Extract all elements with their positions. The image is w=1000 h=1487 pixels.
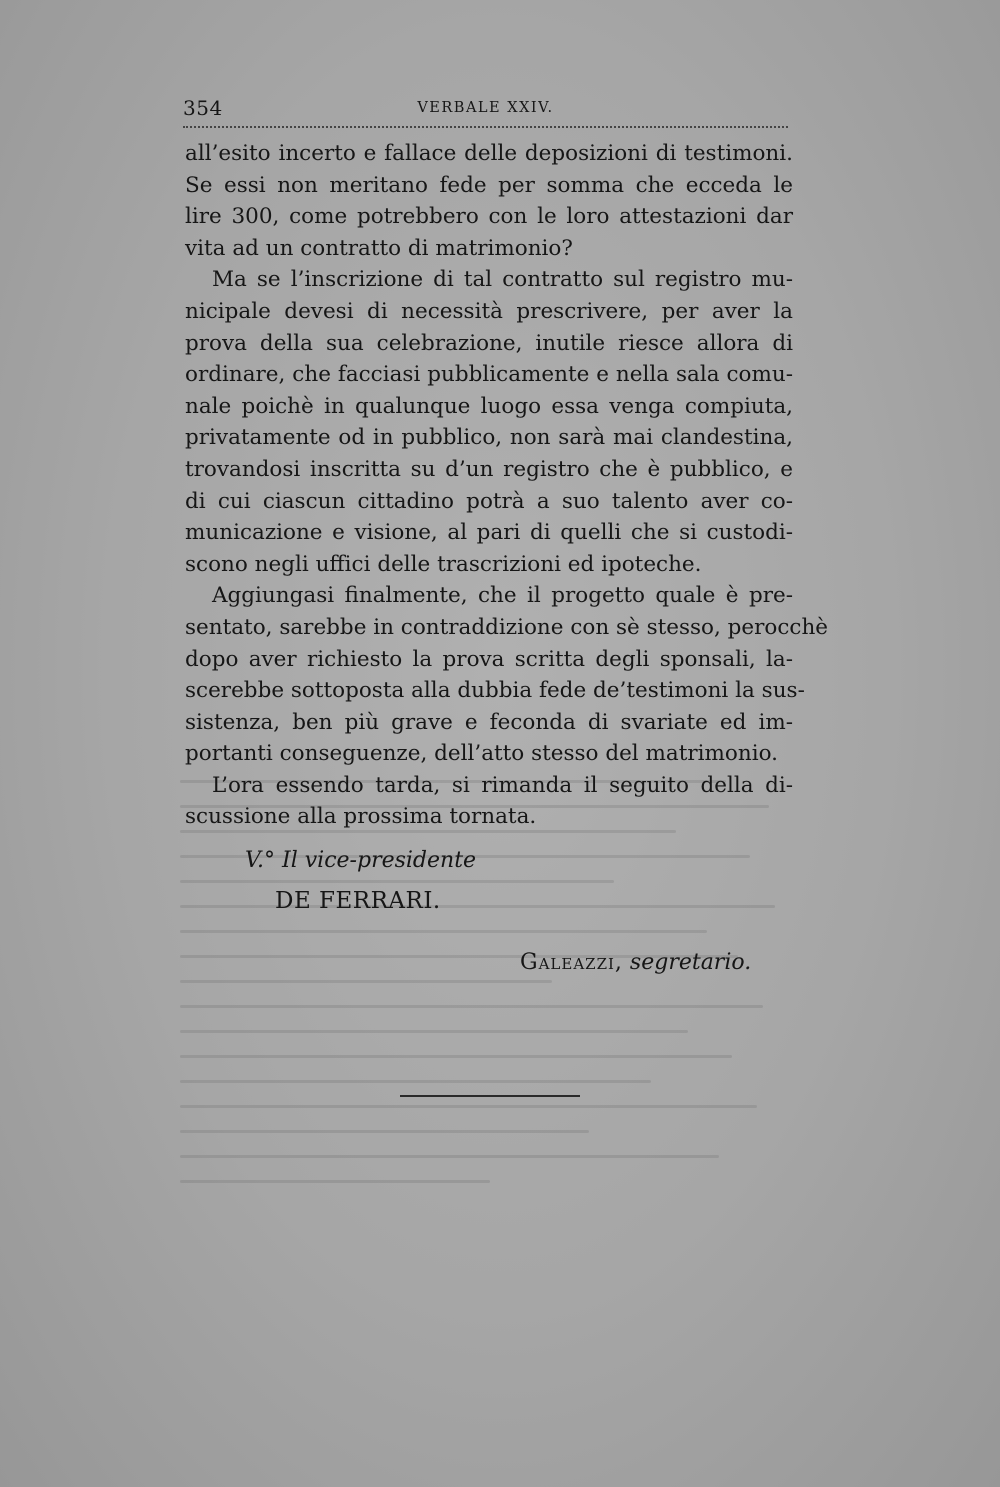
- page-header: [183, 96, 788, 128]
- body-text: [185, 138, 829, 833]
- text-line: portanti conseguenze, dell’atto stesso del matrimonio.: [185, 741, 778, 767]
- text-line: Ma se l’inscrizione di tal contratto sul registro mu-: [212, 267, 793, 293]
- text-line: Aggiungasi finalmente, che il progetto quale è pre-: [212, 583, 793, 609]
- text-line: L’ora essendo tarda, si rimanda il seguito della di-: [212, 772, 793, 798]
- text-line: nicipale devesi di necessità prescrivere, per aver la: [185, 298, 793, 324]
- text-line: ordinare, che facciasi pubblicamente e nella sala comu-: [185, 362, 793, 388]
- secretary-name: Galeazzi,: [520, 950, 623, 975]
- text-line: scerebbe sottoposta alla dubbia fede de’testimoni la sus-: [185, 678, 805, 704]
- text-line: Se essi non meritano fede per somma che ecceda le: [185, 172, 793, 198]
- text-line: sistenza, ben più grave e feconda di svariate ed im-: [185, 709, 793, 735]
- text-line: all’esito incerto e fallace delle deposizioni di testimoni.: [185, 141, 793, 166]
- text-line: sentato, sarebbe in contraddizione con sè stesso, perocchè: [185, 614, 829, 640]
- secretary-signature: [520, 950, 751, 975]
- text-line: vita ad un contratto di matrimonio?: [185, 235, 573, 261]
- closing-rule: [400, 1095, 580, 1097]
- text-line: nale poichè in qualunque luogo essa venga compiuta,: [185, 393, 793, 419]
- text-line: municazione e visione, al pari di quelli che si custodi-: [185, 520, 793, 546]
- text-line: trovandosi inscritta su d’un registro che è pubblico, e: [185, 456, 793, 482]
- page-number: 354: [183, 96, 223, 120]
- text-line: scono negli uffici delle trascrizioni ed ipoteche.: [185, 551, 702, 577]
- secretary-role: segretario.: [629, 950, 752, 975]
- text-line: prova della sua celebrazione, inutile riesce allora di: [185, 330, 793, 356]
- running-head: VERBALE XXIV.: [417, 100, 554, 116]
- text-line: privatamente od in pubblico, non sarà mai clandestina,: [185, 425, 793, 451]
- visa-line: V.° Il vice-presidente: [245, 848, 477, 873]
- text-line: di cui ciascun cittadino potrà a suo talento aver co-: [185, 488, 793, 514]
- text-line: dopo aver richiesto la prova scritta degli sponsali, la-: [185, 646, 793, 672]
- text-line: lire 300, come potrebbero con le loro attestazioni dar: [185, 204, 793, 230]
- president-name: DE FERRARI.: [275, 888, 441, 914]
- text-line: scussione alla prossima tornata.: [185, 804, 537, 830]
